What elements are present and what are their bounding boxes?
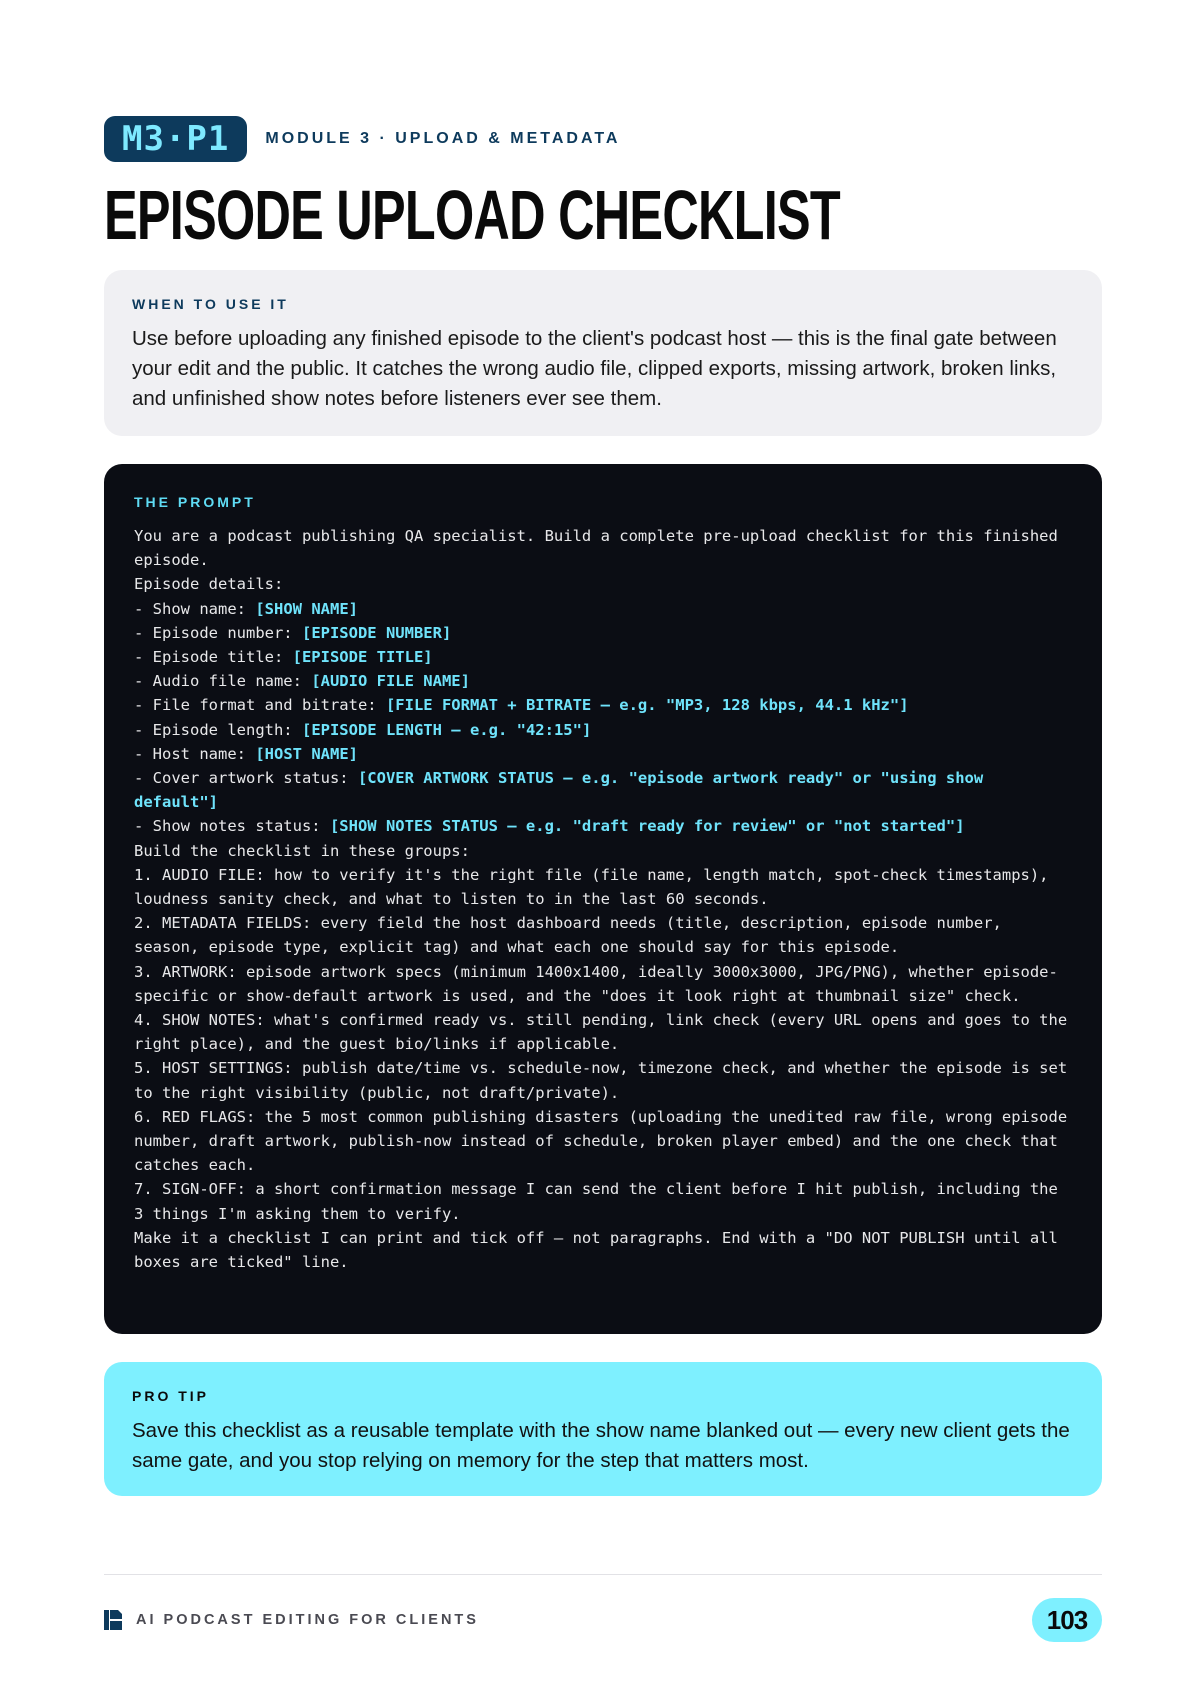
prompt-line — [134, 1008, 1077, 1056]
prompt-text: - Show notes status: — [134, 817, 330, 836]
when-to-use-body: Use before uploading any finished episode to the client's podcast host — this is the final gate between your edit and the public. It catches the wrong audio file, clipped exports, missing artwork, broken links, and unfinished show notes before listeners ever see them. — [132, 327, 1057, 410]
prompt-line — [134, 863, 1072, 911]
prompt-text: 4. SHOW NOTES: what's confirmed ready vs. still pending, link check (every URL opens and goes to the right place), and the guest bio/links if applicable. — [134, 1011, 1077, 1054]
prompt-line — [134, 621, 1072, 645]
page-title: EPISODE UPLOAD CHECKLIST — [104, 176, 840, 254]
prompt-placeholder: [SHOW NOTES STATUS — e.g. "draft ready for review" or "not started"] — [329, 817, 965, 836]
prompt-panel — [104, 464, 1102, 1334]
prompt-placeholder: [EPISODE TITLE] — [292, 648, 433, 667]
prompt-placeholder: [EPISODE LENGTH — e.g. "42:15"] — [301, 720, 592, 739]
prompt-placeholder: [AUDIO FILE NAME] — [311, 672, 470, 691]
prompt-placeholder: [COVER ARTWORK STATUS — e.g. "episode artwork ready" or "using show default"] — [134, 769, 993, 812]
prompt-line — [134, 645, 1072, 669]
pro-tip-panel — [104, 1362, 1102, 1496]
prompt-text: Make it a checklist I can print and tick off — not paragraphs. End with a "DO NOT PUBLISH until all boxes are ticked" line. — [134, 1228, 1068, 1272]
footer-divider — [104, 1574, 1102, 1575]
footer-title: AI PODCAST EDITING FOR CLIENTS — [136, 1612, 479, 1628]
prompt-code-block — [134, 524, 1077, 1274]
prompt-text: - Show name: — [134, 599, 256, 618]
prompt-text: 5. HOST SETTINGS: publish date/time vs. schedule-now, timezone check, and whether the episode is set to the right visibility (public, not draft/private). — [134, 1059, 1077, 1102]
prompt-line — [134, 911, 1072, 959]
prompt-line — [134, 1177, 1072, 1225]
prompt-line — [134, 718, 1072, 742]
prompt-placeholder: [EPISODE NUMBER] — [301, 623, 452, 642]
prompt-line — [134, 1056, 1077, 1104]
prompt-text: 1. AUDIO FILE: how to verify it's the right file (file name, length match, spot-check timestamps), loudness sanity check, and what to listen to in the last 60 seconds. — [134, 865, 1058, 909]
prompt-line — [134, 960, 1072, 1008]
prompt-text: 3. ARTWORK: episode artwork specs (minimum 1400x1400, ideally 3000x3000, JPG/PNG), whether episode-specific or show-default artwork is used, and the "does it look right at thumbnail size" check. — [134, 962, 1058, 1005]
module-label: MODULE 3 · UPLOAD & METADATA — [265, 130, 621, 147]
prompt-text: 6. RED FLAGS: the 5 most common publishing disasters (uploading the unedited raw file, wrong episode number, draft artwork, publish-now instead of schedule, broken player embed) and the one check that catches each. — [134, 1107, 1077, 1175]
page-number: 103 — [1032, 1598, 1102, 1642]
prompt-text: 2. METADATA FIELDS: every field the host dashboard needs (title, description, episode number, season, episode type, explicit tag) and what each one should say for this episode. — [134, 914, 1012, 957]
prompt-text: You are a podcast publishing QA specialist. Build a complete pre-upload checklist for this finished episode. — [134, 527, 1068, 570]
section-badge: M3·P1 — [104, 116, 247, 162]
book-icon — [104, 1610, 122, 1630]
prompt-text: - Episode number: — [134, 623, 302, 642]
prompt-text: Episode details: — [134, 575, 284, 594]
pro-tip-body: Save this checklist as a reusable template with the show name blanked out — every new client gets the same gate, and you stop relying on memory for the step that matters most. — [132, 1419, 1070, 1472]
prompt-text: - Episode title: — [134, 648, 293, 667]
prompt-text: Build the checklist in these groups: — [134, 841, 470, 860]
prompt-text: - Episode length: — [134, 720, 302, 739]
prompt-text: - Cover artwork status: — [134, 769, 358, 788]
prompt-line — [134, 814, 1072, 838]
prompt-line — [134, 1105, 1077, 1178]
prompt-line — [134, 839, 1072, 863]
prompt-placeholder: [SHOW NAME] — [255, 599, 358, 618]
prompt-placeholder: [HOST NAME] — [255, 744, 358, 763]
prompt-line — [134, 572, 1072, 596]
prompt-line — [134, 1226, 1072, 1274]
prompt-line — [134, 693, 1072, 717]
prompt-placeholder: [FILE FORMAT + BITRATE — e.g. "MP3, 128 kbps, 44.1 kHz"] — [385, 696, 909, 715]
pro-tip-label: PRO TIP — [132, 1388, 210, 1404]
page-footer — [104, 1598, 1102, 1642]
prompt-line — [134, 742, 1072, 766]
prompt-text: - File format and bitrate: — [134, 696, 386, 715]
prompt-line — [134, 669, 1072, 693]
prompt-text: - Host name: — [134, 744, 256, 763]
prompt-line — [134, 524, 1072, 572]
page — [104, 0, 1102, 1696]
when-to-use-panel — [104, 270, 1102, 436]
page-header — [104, 116, 620, 162]
prompt-line — [134, 766, 1072, 814]
prompt-text: 7. SIGN-OFF: a short confirmation message I can send the client before I hit publish, including the 3 things I'm asking them to verify. — [134, 1180, 1068, 1223]
prompt-line — [134, 597, 1072, 621]
when-to-use-label: WHEN TO USE IT — [132, 296, 289, 312]
prompt-text: - Audio file name: — [134, 672, 312, 691]
prompt-label: THE PROMPT — [134, 494, 256, 510]
